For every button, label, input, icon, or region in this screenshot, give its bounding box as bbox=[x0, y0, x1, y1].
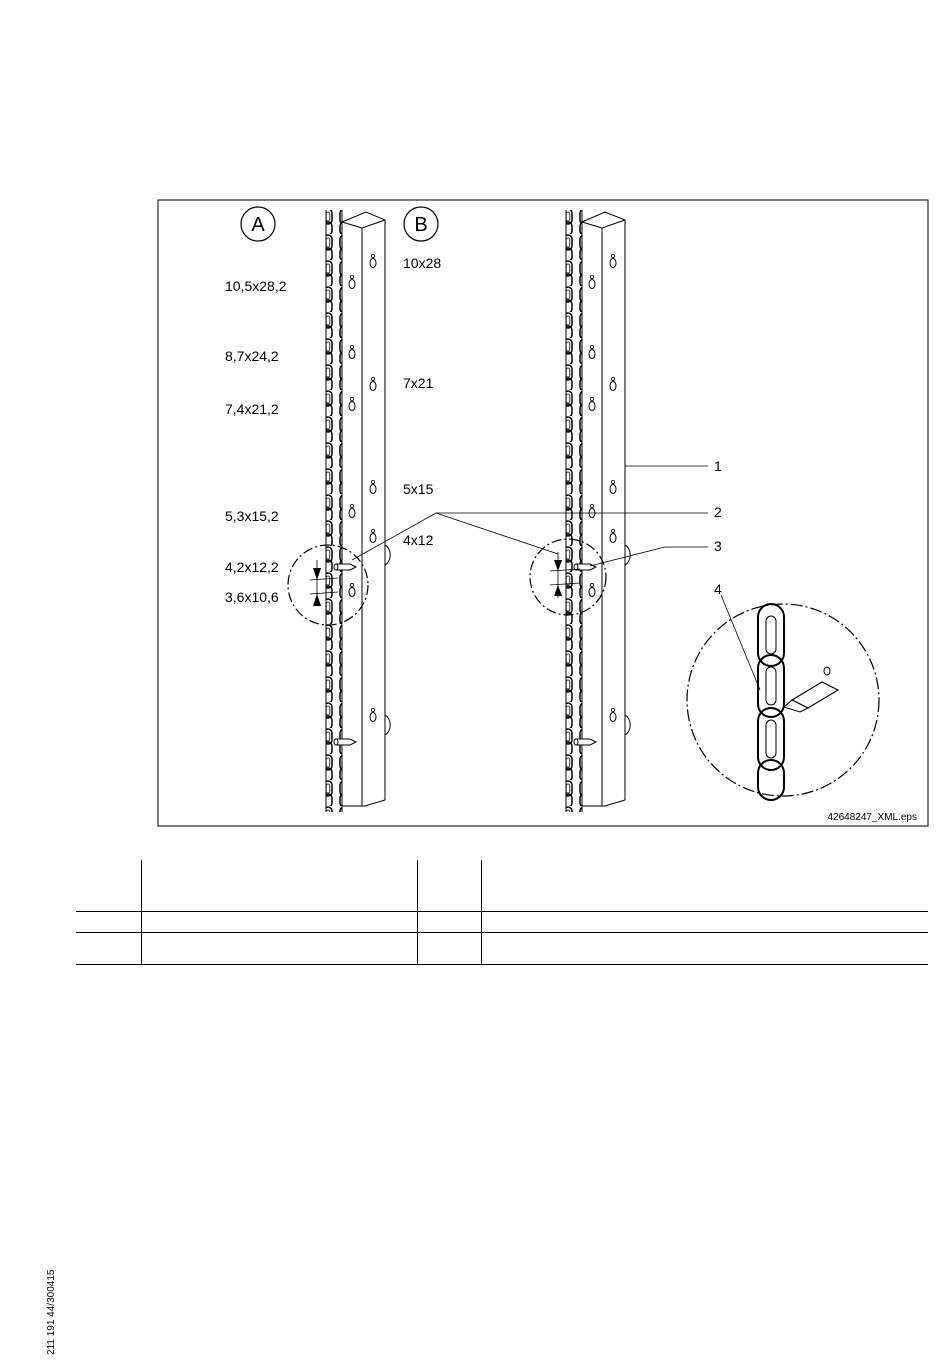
table-cell bbox=[481, 860, 928, 912]
variant-b-drawing bbox=[403, 207, 630, 812]
callout-2: 2 bbox=[714, 504, 722, 520]
table-cell bbox=[417, 912, 481, 933]
pin-a-upper bbox=[334, 564, 356, 570]
dim-b-3: 5x15 bbox=[403, 481, 434, 497]
chain-b bbox=[566, 210, 582, 812]
variant-b-circle-label: B bbox=[414, 214, 428, 236]
variant-a-circle-label: A bbox=[251, 214, 265, 236]
pin-a-lower bbox=[334, 739, 356, 745]
dim-a-2: 8,7x24,2 bbox=[225, 348, 279, 364]
pin-b-lower bbox=[574, 739, 596, 745]
table-cell bbox=[76, 912, 141, 933]
magnified-detail bbox=[687, 604, 879, 800]
chain-a bbox=[326, 210, 342, 812]
table-cell bbox=[76, 933, 141, 965]
table-row bbox=[76, 933, 928, 965]
dim-a-6: 3,6x10,6 bbox=[225, 589, 279, 605]
table-cell bbox=[141, 912, 417, 933]
post-a bbox=[342, 212, 385, 806]
table-cell bbox=[417, 933, 481, 965]
dim-a-3: 7,4x21,2 bbox=[225, 401, 279, 417]
table-cell bbox=[481, 933, 928, 965]
dim-b-4: 4x12 bbox=[403, 532, 434, 548]
dim-a-5: 4,2x12,2 bbox=[225, 559, 279, 575]
dim-a-1: 10,5x28,2 bbox=[225, 278, 287, 294]
callout-4: 4 bbox=[714, 581, 722, 597]
dim-a-4: 5,3x15,2 bbox=[225, 508, 279, 524]
dim-b-1: 10x28 bbox=[403, 255, 442, 271]
document-id: 211 191 44/300415 bbox=[46, 1269, 57, 1355]
legend-table bbox=[76, 860, 928, 965]
table-cell bbox=[141, 933, 417, 965]
callout-3: 3 bbox=[714, 538, 722, 554]
table-row bbox=[76, 860, 928, 912]
table-cell bbox=[141, 860, 417, 912]
post-b bbox=[582, 212, 625, 806]
dim-b-2: 7x21 bbox=[403, 375, 434, 391]
table-row bbox=[76, 912, 928, 933]
callout-1: 1 bbox=[714, 458, 722, 474]
table-cell bbox=[417, 860, 481, 912]
variant-a-drawing bbox=[225, 207, 390, 812]
figure-file-label: 42648247_XML.eps bbox=[827, 812, 917, 823]
table-cell bbox=[481, 912, 928, 933]
table-cell bbox=[76, 860, 141, 912]
